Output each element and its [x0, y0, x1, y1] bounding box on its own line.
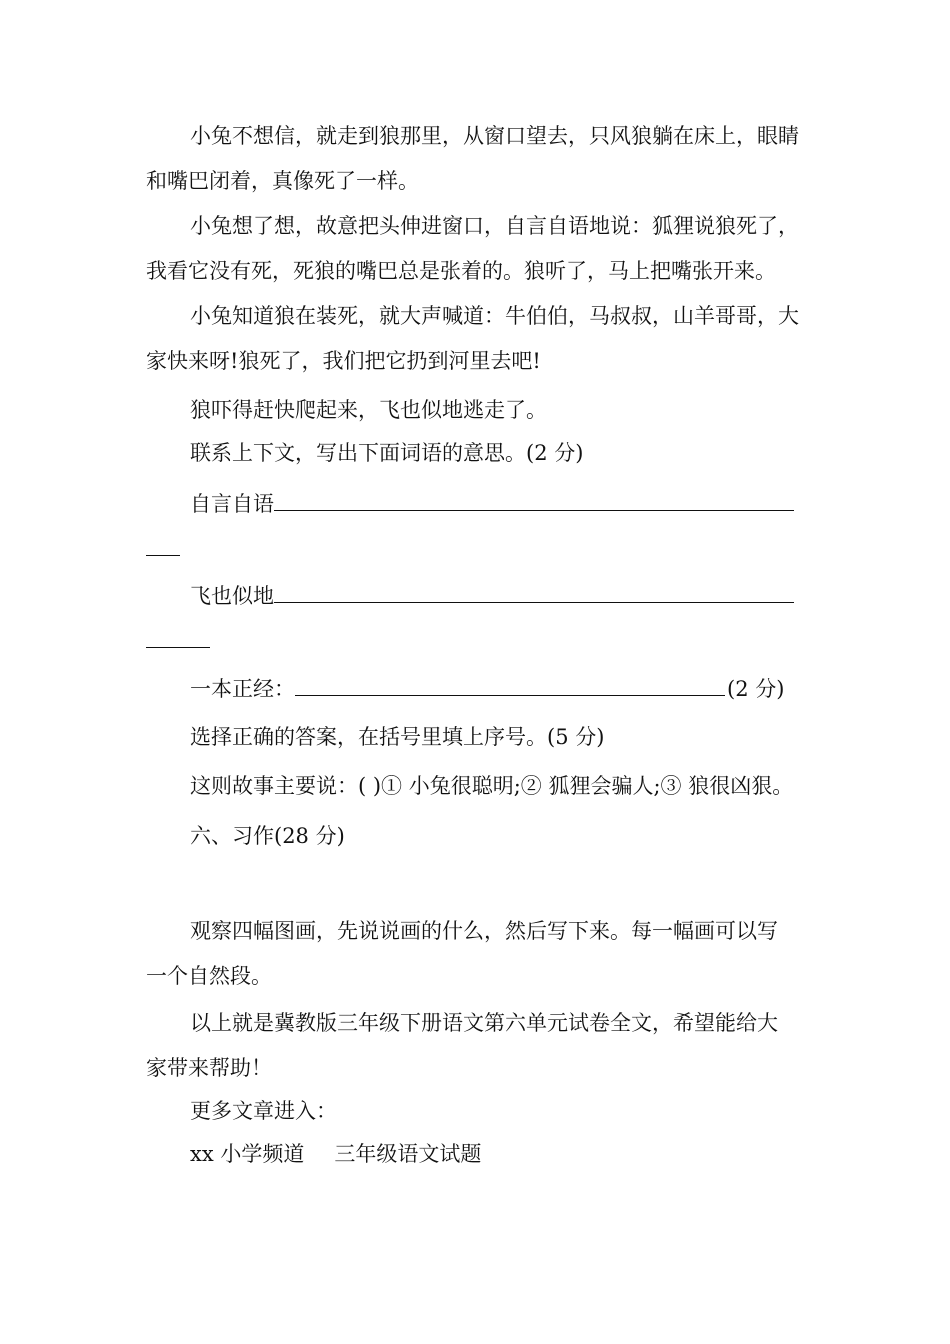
choice-options: 这则故事主要说：( )① 小兔很聪明;② 狐狸会骗人;③ 狼很凶狠。 — [190, 774, 794, 798]
term-3-label: 一本正经： — [190, 677, 295, 701]
term-2-label: 飞也似地 — [190, 584, 274, 608]
term-1-answer-blank[interactable] — [274, 488, 794, 511]
term-1-answer-blank-tail[interactable] — [146, 533, 180, 556]
term-2-answer-blank[interactable] — [274, 580, 794, 603]
term-2-blank-continuation — [146, 625, 826, 656]
writing-prompt-line-1: 观察四幅图画，先说说画的什么，然后写下来。每一幅画可以写 — [190, 919, 778, 943]
paragraph-1-line-2: 和嘴巴闭着，真像死了一样。 — [146, 169, 419, 193]
link-grade3-chinese-tests[interactable]: 三年级语文试题 — [334, 1142, 482, 1166]
paragraph-2-line-2: 我看它没有死，死狼的嘴巴总是张着的。狼听了，马上把嘴张开来。 — [146, 259, 776, 283]
section-6-title: 六、习作(28 分) — [190, 824, 345, 848]
question-explain: 联系上下文，写出下面词语的意思。(2 分) — [190, 441, 584, 465]
paragraph-3-line-2: 家快来呀!狼死了，我们把它扔到河里去吧! — [146, 349, 541, 373]
term-3-score: (2 分) — [727, 677, 785, 701]
term-2-answer-blank-tail[interactable] — [146, 625, 210, 648]
term-2-row — [190, 580, 830, 611]
question-choice: 选择正确的答案，在括号里填上序号。(5 分) — [190, 725, 605, 749]
term-1-blank-continuation — [146, 533, 826, 564]
term-3-row — [190, 673, 830, 704]
paragraph-2-line-1: 小兔想了想，故意把头伸进窗口，自言自语地说：狐狸说狼死了， — [190, 214, 799, 238]
paragraph-4-line-1: 狼吓得赶快爬起来，飞也似地逃走了。 — [190, 398, 547, 422]
writing-prompt-line-2: 一个自然段。 — [146, 964, 272, 988]
related-links — [190, 1139, 830, 1169]
term-3-answer-blank[interactable] — [295, 673, 725, 696]
paragraph-3-line-1: 小兔知道狼在装死，就大声喊道：牛伯伯，马叔叔，山羊哥哥，大 — [190, 304, 799, 328]
more-articles-label: 更多文章进入： — [190, 1099, 337, 1123]
closing-line-2: 家带来帮助！ — [146, 1056, 272, 1080]
link-primary-channel[interactable]: xx 小学频道 — [190, 1142, 305, 1166]
closing-line-1: 以上就是冀教版三年级下册语文第六单元试卷全文，希望能给大 — [190, 1011, 778, 1035]
term-1-row — [190, 488, 830, 519]
paragraph-1-line-1: 小兔不想信，就走到狼那里，从窗口望去，只风狼躺在床上，眼睛 — [190, 124, 799, 148]
term-1-label: 自言自语 — [190, 492, 274, 516]
